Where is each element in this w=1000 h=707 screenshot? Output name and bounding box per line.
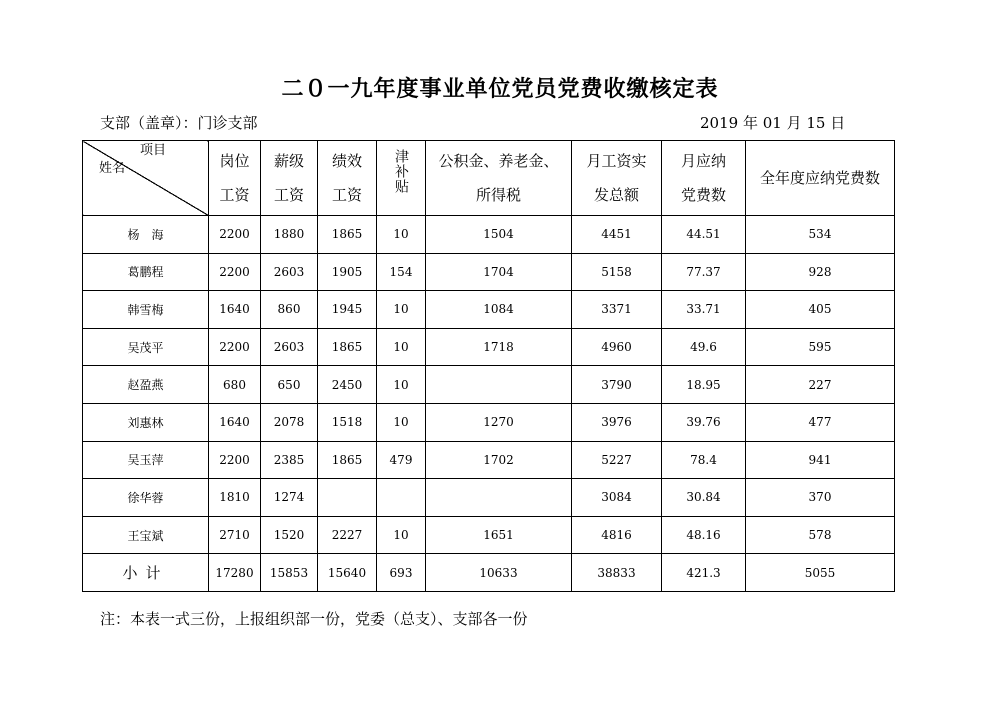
cell-monthly: 49.6 [662, 328, 746, 366]
cell-allowance: 479 [377, 441, 426, 479]
cell-post: 1810 [209, 479, 261, 517]
cell-perf: 1905 [318, 253, 377, 291]
cell-net: 3084 [572, 479, 662, 517]
cell-perf: 2227 [318, 516, 377, 554]
cell-net: 4451 [572, 216, 662, 254]
corner-name-label: 姓名 [99, 161, 126, 176]
cell-allowance: 10 [377, 366, 426, 404]
cell-grade: 1880 [261, 216, 318, 254]
cell-net: 5158 [572, 253, 662, 291]
cell-allowance: 10 [377, 403, 426, 441]
header-perf-line2: 工资 [331, 186, 362, 204]
total-post: 17280 [209, 554, 261, 592]
cell-deduct: 1270 [426, 403, 572, 441]
header-grade-salary [261, 141, 318, 216]
total-deduct: 10633 [426, 554, 572, 592]
cell-net: 5227 [572, 441, 662, 479]
table-row [83, 328, 895, 366]
table-row [83, 403, 895, 441]
cell-perf: 1518 [318, 403, 377, 441]
cell-grade: 1274 [261, 479, 318, 517]
cell-perf: 1865 [318, 328, 377, 366]
cell-annual: 534 [746, 216, 895, 254]
header-grade-line1: 薪级 [273, 152, 304, 170]
cell-deduct: 1084 [426, 291, 572, 329]
cell-deduct: 1504 [426, 216, 572, 254]
header-net-line1: 月工资实 [586, 152, 647, 170]
cell-monthly: 33.71 [662, 291, 746, 329]
cell-post: 2200 [209, 253, 261, 291]
cell-annual: 928 [746, 253, 895, 291]
cell-grade: 2078 [261, 403, 318, 441]
cell-perf [318, 479, 377, 517]
header-grade-line2: 工资 [273, 186, 304, 204]
header-deduct-line2: 所得税 [475, 186, 521, 204]
cell-deduct: 1718 [426, 328, 572, 366]
header-net-line2: 发总额 [593, 186, 639, 204]
table-row [83, 216, 895, 254]
total-grade: 15853 [261, 554, 318, 592]
cell-allowance: 10 [377, 516, 426, 554]
cell-monthly: 18.95 [662, 366, 746, 404]
total-label: 小计 [83, 554, 209, 592]
cell-annual: 941 [746, 441, 895, 479]
page-title: 二０一九年度事业单位党员党费收缴核定表 [281, 77, 719, 102]
cell-deduct [426, 366, 572, 404]
cell-name: 葛鹏程 [83, 253, 209, 291]
header-post-line1: 岗位 [219, 152, 250, 170]
cell-net: 3790 [572, 366, 662, 404]
cell-name: 吴玉萍 [83, 441, 209, 479]
cell-grade: 650 [261, 366, 318, 404]
cell-net: 3371 [572, 291, 662, 329]
cell-net: 4960 [572, 328, 662, 366]
cell-allowance: 10 [377, 328, 426, 366]
cell-monthly: 39.76 [662, 403, 746, 441]
header-perf-line1: 绩效 [331, 152, 362, 170]
cell-net: 3976 [572, 403, 662, 441]
cell-grade: 860 [261, 291, 318, 329]
header-deductions [426, 141, 572, 216]
cell-perf: 1865 [318, 441, 377, 479]
date-label: 2019 年 01 月 15 日 [700, 114, 846, 132]
header-monthly-dues [662, 141, 746, 216]
table-row [83, 253, 895, 291]
cell-name: 徐华蓉 [83, 479, 209, 517]
cell-name: 王宝斌 [83, 516, 209, 554]
total-annual: 5055 [746, 554, 895, 592]
table-row [83, 441, 895, 479]
cell-post: 2200 [209, 216, 261, 254]
branch-label: 支部（盖章）：门诊支部 [100, 114, 258, 132]
header-post-line2: 工资 [219, 186, 250, 204]
cell-name: 刘惠林 [83, 403, 209, 441]
table-row [83, 291, 895, 329]
header-post-salary [209, 141, 261, 216]
total-net: 38833 [572, 554, 662, 592]
cell-perf: 1865 [318, 216, 377, 254]
cell-allowance [377, 479, 426, 517]
total-allowance: 693 [377, 554, 426, 592]
cell-post: 2710 [209, 516, 261, 554]
cell-name: 韩雪梅 [83, 291, 209, 329]
corner-item-label: 项目 [139, 143, 166, 158]
cell-perf: 1945 [318, 291, 377, 329]
total-monthly: 421.3 [662, 554, 746, 592]
footnote: 注：本表一式三份，上报组织部一份，党委（总支）、支部各一份 [100, 610, 528, 628]
table-row [83, 366, 895, 404]
header-perf-salary [318, 141, 377, 216]
cell-deduct: 1704 [426, 253, 572, 291]
cell-monthly: 30.84 [662, 479, 746, 517]
table-row [83, 516, 895, 554]
total-perf: 15640 [318, 554, 377, 592]
header-monthly-line1: 月应纳 [680, 152, 726, 170]
cell-name: 赵盈燕 [83, 366, 209, 404]
cell-deduct: 1702 [426, 441, 572, 479]
cell-monthly: 77.37 [662, 253, 746, 291]
corner-header [83, 141, 209, 216]
cell-annual: 405 [746, 291, 895, 329]
cell-monthly: 44.51 [662, 216, 746, 254]
cell-name: 杨 海 [83, 216, 209, 254]
cell-allowance: 10 [377, 216, 426, 254]
cell-name: 吴茂平 [83, 328, 209, 366]
cell-post: 2200 [209, 441, 261, 479]
cell-annual: 578 [746, 516, 895, 554]
header-monthly-line2: 党费数 [680, 186, 726, 204]
total-row [83, 554, 895, 592]
cell-monthly: 78.4 [662, 441, 746, 479]
cell-perf: 2450 [318, 366, 377, 404]
cell-grade: 1520 [261, 516, 318, 554]
cell-monthly: 48.16 [662, 516, 746, 554]
header-row [83, 141, 895, 216]
cell-annual: 595 [746, 328, 895, 366]
cell-post: 2200 [209, 328, 261, 366]
cell-grade: 2385 [261, 441, 318, 479]
table-row [83, 479, 895, 517]
cell-annual: 370 [746, 479, 895, 517]
header-allowance [377, 141, 426, 216]
cell-net: 4816 [572, 516, 662, 554]
header-deduct-line1: 公积金、养老金、 [438, 152, 559, 170]
header-annual-dues: 全年度应纳党费数 [746, 141, 895, 216]
cell-deduct: 1651 [426, 516, 572, 554]
cell-annual: 227 [746, 366, 895, 404]
cell-allowance: 154 [377, 253, 426, 291]
header-allowance-text: 津补贴 [393, 149, 409, 194]
cell-post: 680 [209, 366, 261, 404]
cell-deduct [426, 479, 572, 517]
cell-grade: 2603 [261, 253, 318, 291]
header-net-pay [572, 141, 662, 216]
cell-annual: 477 [746, 403, 895, 441]
cell-allowance: 10 [377, 291, 426, 329]
cell-post: 1640 [209, 403, 261, 441]
cell-grade: 2603 [261, 328, 318, 366]
cell-post: 1640 [209, 291, 261, 329]
dues-table [82, 140, 895, 592]
